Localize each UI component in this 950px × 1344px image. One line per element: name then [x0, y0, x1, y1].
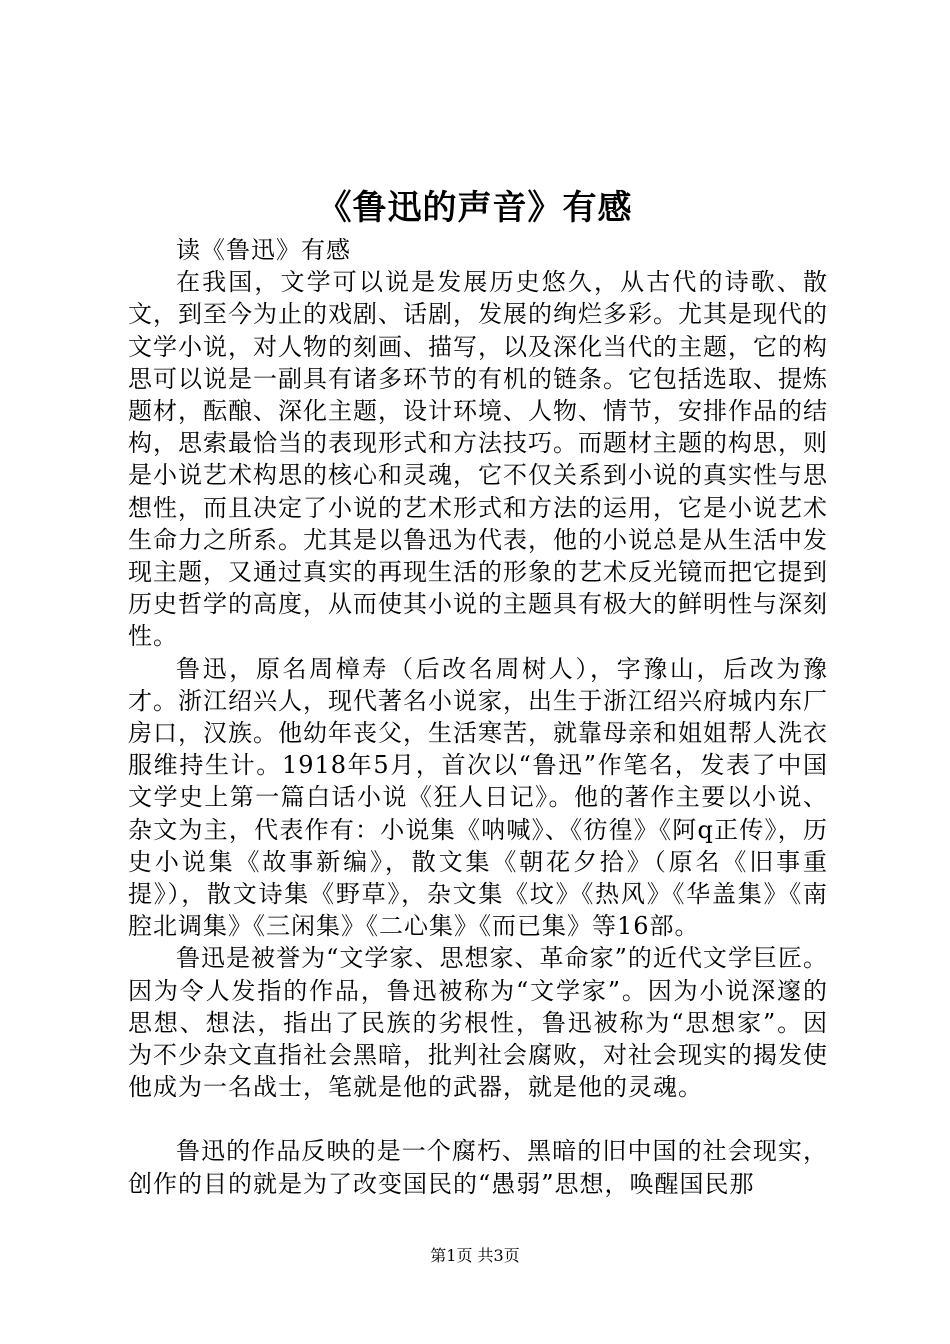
body-paragraph: 鲁迅是被誉为“文学家、思想家、革命家”的近代文学巨匠。因为令人发指的作品，鲁迅被称为“文学家”。因为小说深邃的思想、想法，指出了民族的劣根性，鲁迅被称为“思想家”。因为不少杂文直指社会黑暗，批判社会腐败，对社会现实的揭发使他成为一名战士，笔就是他的武器，就是他的灵魂。 — [128, 944, 828, 1102]
subtitle-paragraph: 读《鲁迅》有感 — [176, 236, 351, 264]
body-paragraph: 鲁迅，原名周樟寿（后改名周树人），字豫山，后改为豫才。浙江绍兴人，现代著名小说家，出生于浙江绍兴府城内东厂房口，汉族。他幼年丧父，生活寒苦，就靠母亲和姐姐帮人洗衣服维持生计。1918年5月，首次以“鲁迅”作笔名，发表了中国文学史上第一篇白话小说《狂人日记》。他的著作主要以小说、杂文为主，代表作有：小说集《呐喊》、《彷徨》《阿q正传》，历史小说集《故事新编》，散文集《朝花夕拾》（原名《旧事重提》），散文诗集《野草》，杂文集《坟》《热风》《华盖集》《南腔北调集》《三闲集》《二心集》《而已集》等16部。 — [128, 654, 828, 941]
body-paragraph: 鲁迅的作品反映的是一个腐朽、黑暗的旧中国的社会现实，创作的目的就是为了改变国民的“愚弱”思想，唤醒国民那 — [128, 1137, 828, 1198]
page-number-footer: 第1页 共3页 — [430, 1246, 520, 1265]
body-paragraph: 在我国，文学可以说是发展历史悠久，从古代的诗歌、散文，到至今为止的戏剧、话剧，发展的绚烂多彩。尤其是现代的文学小说，对人物的刻画、描写，以及深化当代的主题，它的构思可以说是一副具有诸多环节的有机的链条。它包括选取、提炼题材，酝酿、深化主题，设计环境、人物、情节，安排作品的结构，思索最恰当的表现形式和方法技巧。而题材主题的构思，则是小说艺术构思的核心和灵魂，它不仅关系到小说的真实性与思想性，而且决定了小说的艺术形式和方法的运用，它是小说艺术生命力之所系。尤其是以鲁迅为代表，他的小说总是从生活中发现主题，又通过真实的再现生活的形象的艺术反光镜而把它提到历史哲学的高度，从而使其小说的主题具有极大的鲜明性与深刻性。 — [128, 268, 828, 651]
document-title: 《鲁迅的声音》有感 — [317, 188, 633, 228]
document-body — [128, 234, 828, 1200]
